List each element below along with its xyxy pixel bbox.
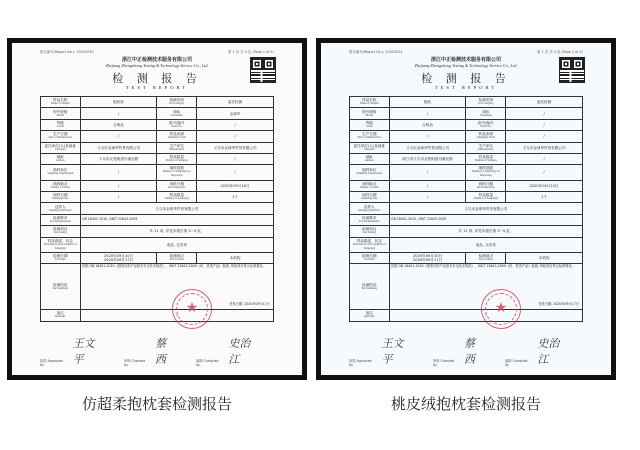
field-label: 检测要求 (362, 215, 377, 220)
field-label: 商标 (173, 109, 181, 114)
field-label: 抽样日期 (362, 193, 377, 198)
checked-label: 审核 Checked by (433, 359, 455, 367)
conclusion-text: 依据 GB 18401-2010《国家纺织产品基本安全技术规范》、GB/T 22843-2009《枕、垫类产品》检测, 所检项目符合标准要求。 (82, 264, 266, 269)
test-location-value: 本机构 (506, 252, 583, 263)
inspect-num-value: / (506, 165, 583, 180)
requirements-value: GB 18401-2010, GB/T 22843-2009 (80, 214, 273, 225)
table-row (350, 180, 583, 191)
field-label-en: Sampling Date (51, 197, 69, 201)
table-row (350, 264, 583, 310)
inspect-num-value: / (197, 165, 274, 180)
caption-right: 桃皮绒抱枕套检测报告 (390, 395, 541, 413)
field-label-en: Test location (478, 258, 493, 262)
qty-value: 1个 (506, 192, 583, 203)
table-row (350, 310, 583, 321)
field-label: 检测日期 (362, 254, 377, 259)
org-name-cn: 浙江中正检测技术服务有限公司 (121, 57, 192, 63)
field-label-en: Grade (365, 124, 373, 128)
mfg-date-value: / (389, 131, 466, 142)
table-row (41, 203, 274, 214)
field-label: 委托单位(人)及地址 (44, 143, 77, 148)
report-form-table (40, 96, 274, 322)
field-label-en: Sample Location (359, 185, 379, 189)
manufacturer-value: 义乌市金球华贸易有限公司 (506, 142, 583, 153)
table-row (350, 192, 583, 203)
address-value: 义乌市北苑街道丹溪北路 (80, 153, 157, 164)
field-label: 生产日期 (362, 132, 377, 137)
field-label-en: Receiving Date (477, 185, 495, 189)
page-count: 第 1 页 共 4 页 (Page 1 of 4) (227, 50, 274, 54)
field-label: 检测结论 (362, 282, 377, 287)
qr-code (559, 57, 585, 83)
field-label-en: Description and Condition of Sample(s) (43, 242, 77, 250)
field-label-en: Sampling Organization (47, 172, 74, 176)
field-label: 抽样地点 (53, 181, 68, 186)
num-samples-value: / (197, 153, 274, 164)
table-row (41, 264, 274, 310)
field-label-en: Customer (54, 147, 66, 151)
table-row (350, 119, 583, 130)
field-label: 样品数量 (169, 193, 184, 198)
qr-code (250, 57, 276, 83)
field-label: 到样日期 (478, 181, 493, 186)
field-label: 委托单位(人)及地址 (353, 143, 386, 148)
field-label-en: Name of Sample (50, 102, 70, 106)
table-row (41, 192, 274, 203)
table-row (41, 108, 274, 119)
approved-signature: 王文平 (72, 337, 95, 366)
field-label-en: Trademark (479, 113, 492, 117)
field-label: 检测结论 (53, 282, 68, 287)
field-label: 抽样基数 (478, 166, 493, 171)
issue-date: 签发日期: 2020年09月17日 (538, 302, 579, 307)
field-label-en: Test location (169, 258, 184, 262)
sampling-org-value: / (389, 165, 466, 180)
field-label: 样品描述、状态 (47, 238, 73, 243)
official-seal (481, 289, 521, 329)
table-row (41, 142, 274, 153)
mfg-date-value: / (80, 131, 157, 142)
sample-loc-value: / (80, 180, 157, 191)
test-items-value: 共 11 项, 详见本报告第 2~4 页。 (389, 226, 582, 237)
field-label: 型号规格 (53, 109, 68, 114)
grade-value: 合格品 (80, 119, 157, 130)
field-label-en: Address (55, 159, 65, 163)
field-label-en: Remarks (364, 315, 375, 319)
approved-label: 批准 Approved by (349, 359, 372, 367)
field-label: 地址 (365, 155, 373, 160)
field-label-en: Test Requirements (49, 219, 71, 223)
field-label: 生产单位 (169, 143, 184, 148)
field-label: 检测要求 (53, 215, 68, 220)
table-row (350, 97, 583, 108)
deliverer-value: 义乌市金球华贸易有限公司 (80, 203, 273, 214)
field-label: 抽样地点 (362, 181, 377, 186)
table-row (41, 119, 274, 130)
table-row (350, 165, 583, 180)
field-label-en: Test Category (478, 102, 494, 106)
page-count: 第 1 页 共 4 页 (Page 1 of 4) (536, 50, 583, 54)
report-form-table (349, 96, 583, 322)
field-label-en: Test Summary (361, 286, 378, 290)
field-label-en: Test Item(s) (362, 231, 376, 235)
remarks-value: / (389, 310, 582, 321)
sample-loc-value: / (389, 180, 466, 191)
table-row (350, 142, 583, 153)
checked-label: 审核 Checked by (124, 359, 146, 367)
compiled-label: 编制 Compiled by (505, 359, 528, 367)
received-date-value: 2020年09月10日 (197, 180, 274, 191)
compiled-signature: 史治江 (537, 337, 560, 366)
table-row (350, 131, 583, 142)
field-label-en: Receiving Date (168, 185, 186, 189)
test-items-value: 共 11 项, 详见本报告第 2~4 页。 (80, 226, 273, 237)
report-paper (321, 43, 611, 375)
sampling-date-value: / (389, 192, 466, 203)
field-label: 生产日期 (53, 132, 68, 137)
field-label-en: Serial No. (480, 124, 492, 128)
field-label-en: Test Date (55, 258, 66, 262)
trademark-value: 金球华 (197, 108, 274, 119)
report-title-cn: 检 测 报 告 (421, 72, 511, 85)
table-row (41, 252, 274, 263)
field-label-en: Description and Condition of Sample(s) (352, 242, 386, 250)
requirements-value: GB 18401-2010, GB/T 22843-2009 (389, 214, 582, 225)
grade-value: 合格品 (389, 119, 466, 130)
field-label-en: Address (364, 159, 374, 163)
description-value: 成品, 无异常 (80, 237, 273, 252)
field-label-en: Model (56, 113, 64, 117)
field-label: 批号/编号 (168, 120, 185, 125)
field-label-en: Grade (56, 124, 64, 128)
qty-value: 1个 (197, 192, 274, 203)
table-row (350, 214, 583, 225)
field-label: 到样日期 (169, 181, 184, 186)
field-label: 检测类别 (169, 98, 184, 103)
field-label-en: Date of Manufacture (357, 136, 381, 140)
table-row (41, 214, 274, 225)
field-label-en: Number of Sample(s) (473, 197, 498, 201)
table-row (350, 237, 583, 252)
field-label-en: Remarks (55, 315, 66, 319)
field-label-en: Sample(s) Deliverer (49, 208, 72, 212)
field-label-en: Sample Location (50, 185, 70, 189)
table-row (41, 165, 274, 180)
table-row (41, 180, 274, 191)
serial-value: / (506, 119, 583, 130)
model-value: / (389, 108, 466, 119)
field-label: 送样人 (54, 204, 66, 209)
test-date-value: 2020年09月10日 2020年09月17日 (389, 252, 466, 263)
report-number: 报告编号(Report No.): 20002031 (349, 50, 403, 54)
report-title-en: TEST REPORT (125, 85, 189, 90)
report-title-en: TEST REPORT (434, 85, 498, 90)
sample-from-value: / (197, 131, 274, 142)
report-frame-right (316, 38, 616, 380)
table-row (350, 153, 583, 164)
table-row (41, 97, 274, 108)
field-label: 样品来源 (478, 132, 493, 137)
field-label-en: Sampling Organization (356, 172, 383, 176)
field-label: 生产单位 (478, 143, 493, 148)
sampling-date-value: / (80, 192, 157, 203)
field-label: 检测日期 (53, 254, 68, 259)
model-value: / (80, 108, 157, 119)
field-label: 检测项目 (362, 227, 377, 232)
trademark-value: / (506, 108, 583, 119)
approved-signature: 王文平 (381, 337, 404, 366)
field-label-en: Number of Samples (474, 159, 497, 163)
sample-from-value: / (506, 131, 583, 142)
table-row (350, 203, 583, 214)
serial-value: / (197, 119, 274, 130)
field-label-en: Name of Sample (359, 102, 379, 106)
conclusion-text: 依据 GB 18401-2010《国家纺织产品基本安全技术规范》、GB/T 22843-2009《枕、垫类产品》检测, 所检项目符合标准要求。 (391, 264, 575, 269)
field-label: 检测地点 (169, 254, 184, 259)
field-label: 样品名称 (53, 98, 68, 103)
field-label-en: Number of Sample(s) for Inspection (471, 170, 500, 178)
field-label-en: Number of Sample(s) for Inspection (162, 170, 191, 178)
org-name-en: Zhejiang Zhengzhong Testing & Technology Service Co., Ltd. (105, 63, 209, 68)
table-row (350, 226, 583, 237)
field-label-en: Test Date (364, 258, 375, 262)
sample-name-value: 抱枕 (389, 97, 466, 108)
field-label: 抽样单位 (53, 168, 68, 173)
field-label-en: Date of Manufacture (48, 136, 72, 140)
field-label: 抽样基数 (169, 166, 184, 171)
field-label: 检测类别 (478, 98, 493, 103)
signature-row (40, 335, 274, 367)
field-label-en: Trademark (170, 113, 183, 117)
table-row (41, 226, 274, 237)
report-topline (349, 49, 583, 55)
field-label: 样品来源 (169, 132, 184, 137)
field-label: 样品描述、状态 (356, 238, 382, 243)
field-label: 样品数量 (169, 155, 184, 160)
test-category-value: 委托检测 (197, 97, 274, 108)
remarks-value: / (80, 310, 273, 321)
field-label-en: Sampling Date (360, 197, 378, 201)
table-row (350, 108, 583, 119)
field-label-en: Number of Samples (165, 159, 188, 163)
field-label: 样品数量 (478, 193, 493, 198)
test-location-value: 本机构 (197, 252, 274, 263)
field-label: 商标 (482, 109, 490, 114)
org-name-cn: 浙江中正检测技术服务有限公司 (430, 57, 501, 63)
table-row (350, 252, 583, 263)
table-row (41, 153, 274, 164)
deliverer-value: 义乌市金球华贸易有限公司 (389, 203, 582, 214)
field-label-en: Test Category (169, 102, 185, 106)
test-date-value: 2020年09月10日 2020年09月17日 (80, 252, 157, 263)
field-label-en: Manufacturer (169, 147, 185, 151)
field-label: 等级 (56, 120, 64, 125)
field-label: 样品名称 (362, 98, 377, 103)
field-label: 检测地点 (478, 254, 493, 259)
test-category-value: 委托检测 (506, 97, 583, 108)
field-label: 型号规格 (362, 109, 377, 114)
report-title-cn: 检 测 报 告 (112, 72, 202, 85)
issue-date: 签发日期: 2020年09月17日 (229, 302, 270, 307)
field-label: 备注 (56, 311, 64, 316)
compiled-label: 编制 Compiled by (196, 359, 219, 367)
field-label-en: Test Requirements (358, 219, 380, 223)
report-topline (40, 49, 274, 55)
report-paper (12, 43, 302, 375)
report-frame-left (7, 38, 307, 380)
description-value: 成品, 无异常 (389, 237, 582, 252)
field-label-en: Serial No. (171, 124, 183, 128)
approved-label: 批准 Approved by (40, 359, 63, 367)
signature-row (349, 335, 583, 367)
received-date-value: 2020年09月10日 (506, 180, 583, 191)
field-label-en: Sample(s) Deliverer (358, 208, 381, 212)
official-seal (172, 289, 212, 329)
num-samples-value: / (506, 153, 583, 164)
compiled-signature: 史治江 (228, 337, 251, 366)
customer-value: 义乌市金球华贸易有限公司 (80, 142, 157, 153)
field-label-en: Model (365, 113, 373, 117)
table-row (41, 131, 274, 142)
field-label-en: Sample(s) From (476, 136, 495, 140)
field-label: 样品数量 (478, 155, 493, 160)
checked-signature: 蔡西 (464, 337, 476, 366)
report-number: 报告编号(Report No.): 20002030 (40, 50, 94, 54)
field-label-en: Number of Sample(s) (164, 197, 189, 201)
field-label: 抽样日期 (53, 193, 68, 198)
field-label: 批号/编号 (477, 120, 494, 125)
field-label: 备注 (365, 311, 373, 316)
field-label-en: Customer (363, 147, 375, 151)
caption-left: 仿超柔抱枕套检测报告 (81, 395, 232, 413)
field-label: 抽样单位 (362, 168, 377, 173)
field-label-en: Manufacturer (478, 147, 494, 151)
field-label-en: Sample(s) From (167, 136, 186, 140)
checked-signature: 蔡西 (155, 337, 167, 366)
field-label-en: Test Summary (52, 286, 69, 290)
sample-name-value: 抱枕套 (80, 97, 157, 108)
field-label: 等级 (365, 120, 373, 125)
field-label: 地址 (56, 155, 64, 160)
field-label: 检测项目 (53, 227, 68, 232)
table-row (41, 237, 274, 252)
org-name-en: Zhejiang Zhengzhong Testing & Technology Service Co., Ltd. (414, 63, 518, 68)
sampling-org-value: / (80, 165, 157, 180)
field-label: 送样人 (363, 204, 375, 209)
field-label-en: Test Item(s) (53, 231, 67, 235)
table-row (41, 310, 274, 321)
address-value: 浙江省义乌市北苑街道丹溪北路 (389, 153, 466, 164)
manufacturer-value: 义乌市金球华贸易有限公司 (197, 142, 274, 153)
customer-value: 义乌市金球华贸易有限公司 (389, 142, 466, 153)
